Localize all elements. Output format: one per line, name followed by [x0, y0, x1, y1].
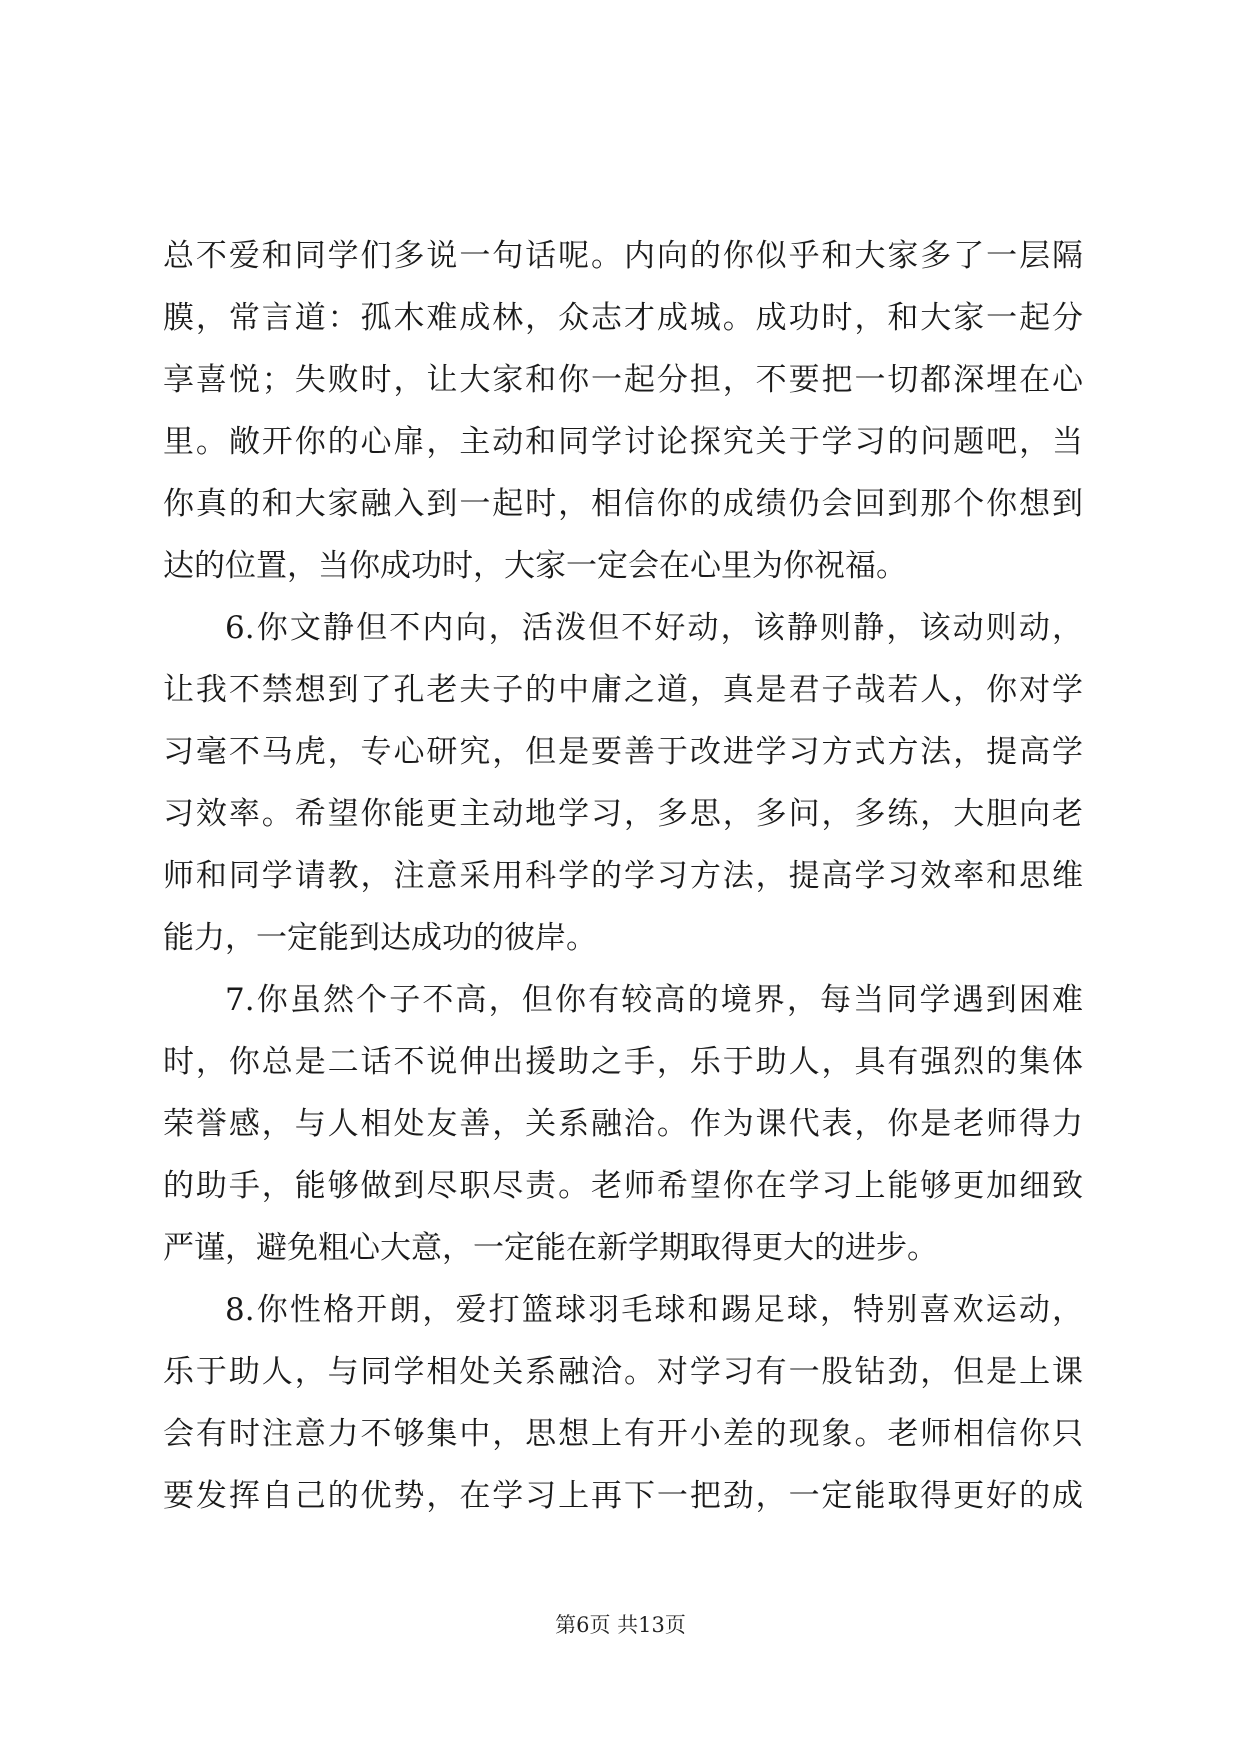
- text-line: 你真的和大家融入到一起时，相信你的成绩仍会回到那个你想到: [163, 486, 1083, 522]
- paragraph-6-start: 6.你文静但不内向，活泼但不好动，该静则静，该动则动，: [225, 610, 1083, 646]
- document-body: [163, 225, 1083, 1527]
- text-line: 的助手，能够做到尽职尽责。老师希望你在学习上能够更加细致: [163, 1168, 1083, 1204]
- text-line: 荣誉感，与人相处友善，关系融洽。作为课代表，你是老师得力: [163, 1106, 1083, 1142]
- text-line: 要发挥自己的优势，在学习上再下一把劲，一定能取得更好的成: [163, 1478, 1083, 1514]
- text-line: 能力，一定能到达成功的彼岸。: [163, 920, 597, 956]
- paragraph-8-start: 8.你性格开朗，爱打篮球羽毛球和踢足球，特别喜欢运动，: [225, 1292, 1083, 1328]
- paragraph-7-start: 7.你虽然个子不高，但你有较高的境界，每当同学遇到困难: [225, 982, 1083, 1018]
- text-line: 让我不禁想到了孔老夫子的中庸之道，真是君子哉若人，你对学: [163, 672, 1083, 708]
- text-line: 膜，常言道：孤木难成林，众志才成城。成功时，和大家一起分: [163, 300, 1083, 336]
- text-line: 乐于助人，与同学相处关系融洽。对学习有一股钻劲，但是上课: [163, 1354, 1083, 1390]
- text-line: 享喜悦；失败时，让大家和你一起分担，不要把一切都深埋在心: [163, 362, 1083, 398]
- text-line: 里。敞开你的心扉，主动和同学讨论探究关于学习的问题吧，当: [163, 424, 1083, 460]
- text-line: 达的位置，当你成功时，大家一定会在心里为你祝福。: [163, 548, 907, 584]
- text-line: 时，你总是二话不说伸出援助之手，乐于助人，具有强烈的集体: [163, 1044, 1083, 1080]
- text-line: 师和同学请教，注意采用科学的学习方法，提高学习效率和思维: [163, 858, 1083, 894]
- text-line: 严谨，避免粗心大意，一定能在新学期取得更大的进步。: [163, 1230, 938, 1266]
- page-footer: 第6页 共13页: [555, 1613, 686, 1637]
- text-line: 习毫不马虎，专心研究，但是要善于改进学习方式方法，提高学: [163, 734, 1083, 770]
- text-line: 习效率。希望你能更主动地学习，多思，多问，多练，大胆向老: [163, 796, 1083, 832]
- text-line: 会有时注意力不够集中，思想上有开小差的现象。老师相信你只: [163, 1416, 1083, 1452]
- text-line: 总不爱和同学们多说一句话呢。内向的你似乎和大家多了一层隔: [163, 238, 1083, 274]
